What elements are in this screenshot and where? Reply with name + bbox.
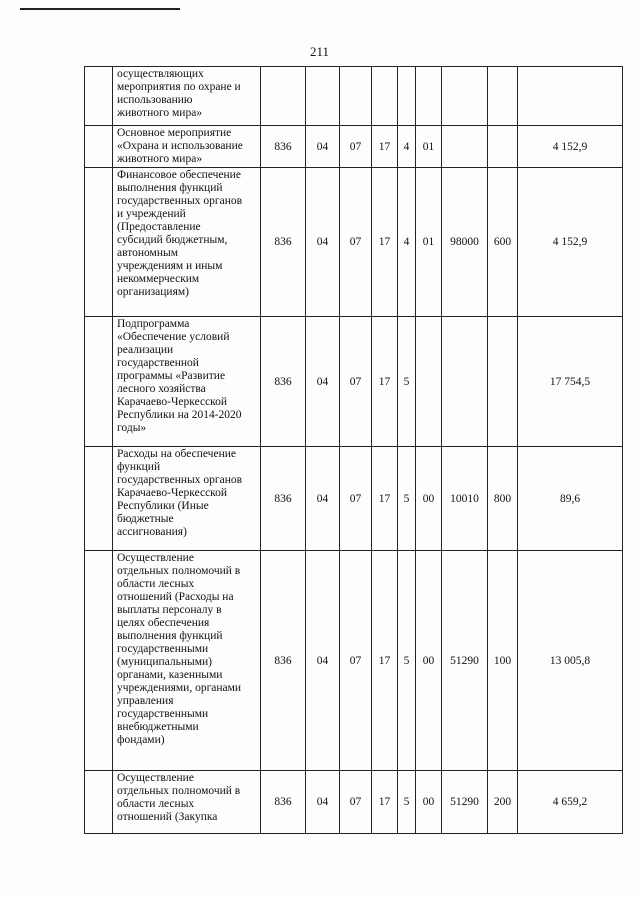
- amount-cell: 17 754,5: [518, 317, 623, 447]
- table-row: [85, 126, 623, 168]
- expense-type-cell: 100: [488, 551, 518, 771]
- direction-code-cell: 98000: [442, 168, 488, 317]
- program-code-cell: 17: [372, 126, 398, 168]
- event-code-cell: 00: [416, 551, 442, 771]
- description-cell: Осуществление отдельных полномочий в области лесных отношений (Расходы на выплаты персоналу в целях обеспечения выполнения функций государственными (муниципальными) органами, казенными учреждениями, органами управления государственными внебюджетными фондами): [113, 551, 261, 771]
- amount-cell: 4 152,9: [518, 126, 623, 168]
- budget-table: [84, 66, 623, 834]
- expense-type-cell: [488, 126, 518, 168]
- direction-code-cell: [442, 317, 488, 447]
- table-row: [85, 168, 623, 317]
- table-row: [85, 771, 623, 834]
- ved-cell: 836: [261, 317, 306, 447]
- section-cell: 04: [306, 168, 340, 317]
- amount-cell: 89,6: [518, 447, 623, 551]
- subprogram-code-cell: 5: [398, 317, 416, 447]
- row-number-cell: [85, 126, 113, 168]
- description-cell: Подпрограмма «Обеспечение условий реализации государственной программы «Развитие лесного хозяйства Карачаево-Черкесской Республики на 2014-2020 годы»: [113, 317, 261, 447]
- page-number: 211: [309, 44, 330, 59]
- table-body: [85, 67, 623, 834]
- amount-cell: 4 659,2: [518, 771, 623, 834]
- section-cell: 04: [306, 551, 340, 771]
- expense-type-cell: [488, 317, 518, 447]
- direction-code-cell: 10010: [442, 447, 488, 551]
- subsection-cell: 07: [340, 551, 372, 771]
- amount-cell: [518, 67, 623, 126]
- description-cell: Финансовое обеспечение выполнения функций государственных органов и учреждений (Предоставление субсидий бюджетным, автономным учреждениям и иным некоммерческим организациям): [113, 168, 261, 317]
- ved-cell: 836: [261, 447, 306, 551]
- amount-cell: 13 005,8: [518, 551, 623, 771]
- program-code-cell: 17: [372, 447, 398, 551]
- program-code-cell: [372, 67, 398, 126]
- section-cell: 04: [306, 126, 340, 168]
- event-code-cell: 00: [416, 447, 442, 551]
- description-cell: Осуществление отдельных полномочий в области лесных отношений (Закупка: [113, 771, 261, 834]
- subsection-cell: 07: [340, 771, 372, 834]
- table-row: [85, 317, 623, 447]
- event-code-cell: 01: [416, 168, 442, 317]
- expense-type-cell: 200: [488, 771, 518, 834]
- ved-cell: 836: [261, 551, 306, 771]
- ved-cell: 836: [261, 126, 306, 168]
- program-code-cell: 17: [372, 317, 398, 447]
- expense-type-cell: 600: [488, 168, 518, 317]
- subprogram-code-cell: 4: [398, 126, 416, 168]
- ved-cell: 836: [261, 771, 306, 834]
- program-code-cell: 17: [372, 551, 398, 771]
- row-number-cell: [85, 447, 113, 551]
- subprogram-code-cell: 5: [398, 771, 416, 834]
- subprogram-code-cell: 5: [398, 551, 416, 771]
- description-cell: Основное мероприятие «Охрана и использование животного мира»: [113, 126, 261, 168]
- program-code-cell: 17: [372, 771, 398, 834]
- subprogram-code-cell: 4: [398, 168, 416, 317]
- event-code-cell: [416, 317, 442, 447]
- subsection-cell: 07: [340, 447, 372, 551]
- expense-type-cell: [488, 67, 518, 126]
- table-row: [85, 67, 623, 126]
- subsection-cell: [340, 67, 372, 126]
- table-row: [85, 551, 623, 771]
- top-rule: [20, 8, 180, 10]
- section-cell: 04: [306, 447, 340, 551]
- row-number-cell: [85, 317, 113, 447]
- event-code-cell: 01: [416, 126, 442, 168]
- subsection-cell: 07: [340, 168, 372, 317]
- program-code-cell: 17: [372, 168, 398, 317]
- direction-code-cell: 51290: [442, 551, 488, 771]
- row-number-cell: [85, 551, 113, 771]
- ved-cell: 836: [261, 168, 306, 317]
- description-cell: осуществляющих мероприятия по охране и использованию животного мира»: [113, 67, 261, 126]
- subprogram-code-cell: [398, 67, 416, 126]
- subprogram-code-cell: 5: [398, 447, 416, 551]
- ved-cell: [261, 67, 306, 126]
- subsection-cell: 07: [340, 317, 372, 447]
- direction-code-cell: [442, 67, 488, 126]
- event-code-cell: [416, 67, 442, 126]
- section-cell: [306, 67, 340, 126]
- row-number-cell: [85, 168, 113, 317]
- table-row: [85, 447, 623, 551]
- row-number-cell: [85, 771, 113, 834]
- description-cell: Расходы на обеспечение функций государственных органов Карачаево-Черкесской Республики (Иные бюджетные ассигнования): [113, 447, 261, 551]
- amount-cell: 4 152,9: [518, 168, 623, 317]
- section-cell: 04: [306, 317, 340, 447]
- expense-type-cell: 800: [488, 447, 518, 551]
- direction-code-cell: 51290: [442, 771, 488, 834]
- subsection-cell: 07: [340, 126, 372, 168]
- event-code-cell: 00: [416, 771, 442, 834]
- direction-code-cell: [442, 126, 488, 168]
- section-cell: 04: [306, 771, 340, 834]
- row-number-cell: [85, 67, 113, 126]
